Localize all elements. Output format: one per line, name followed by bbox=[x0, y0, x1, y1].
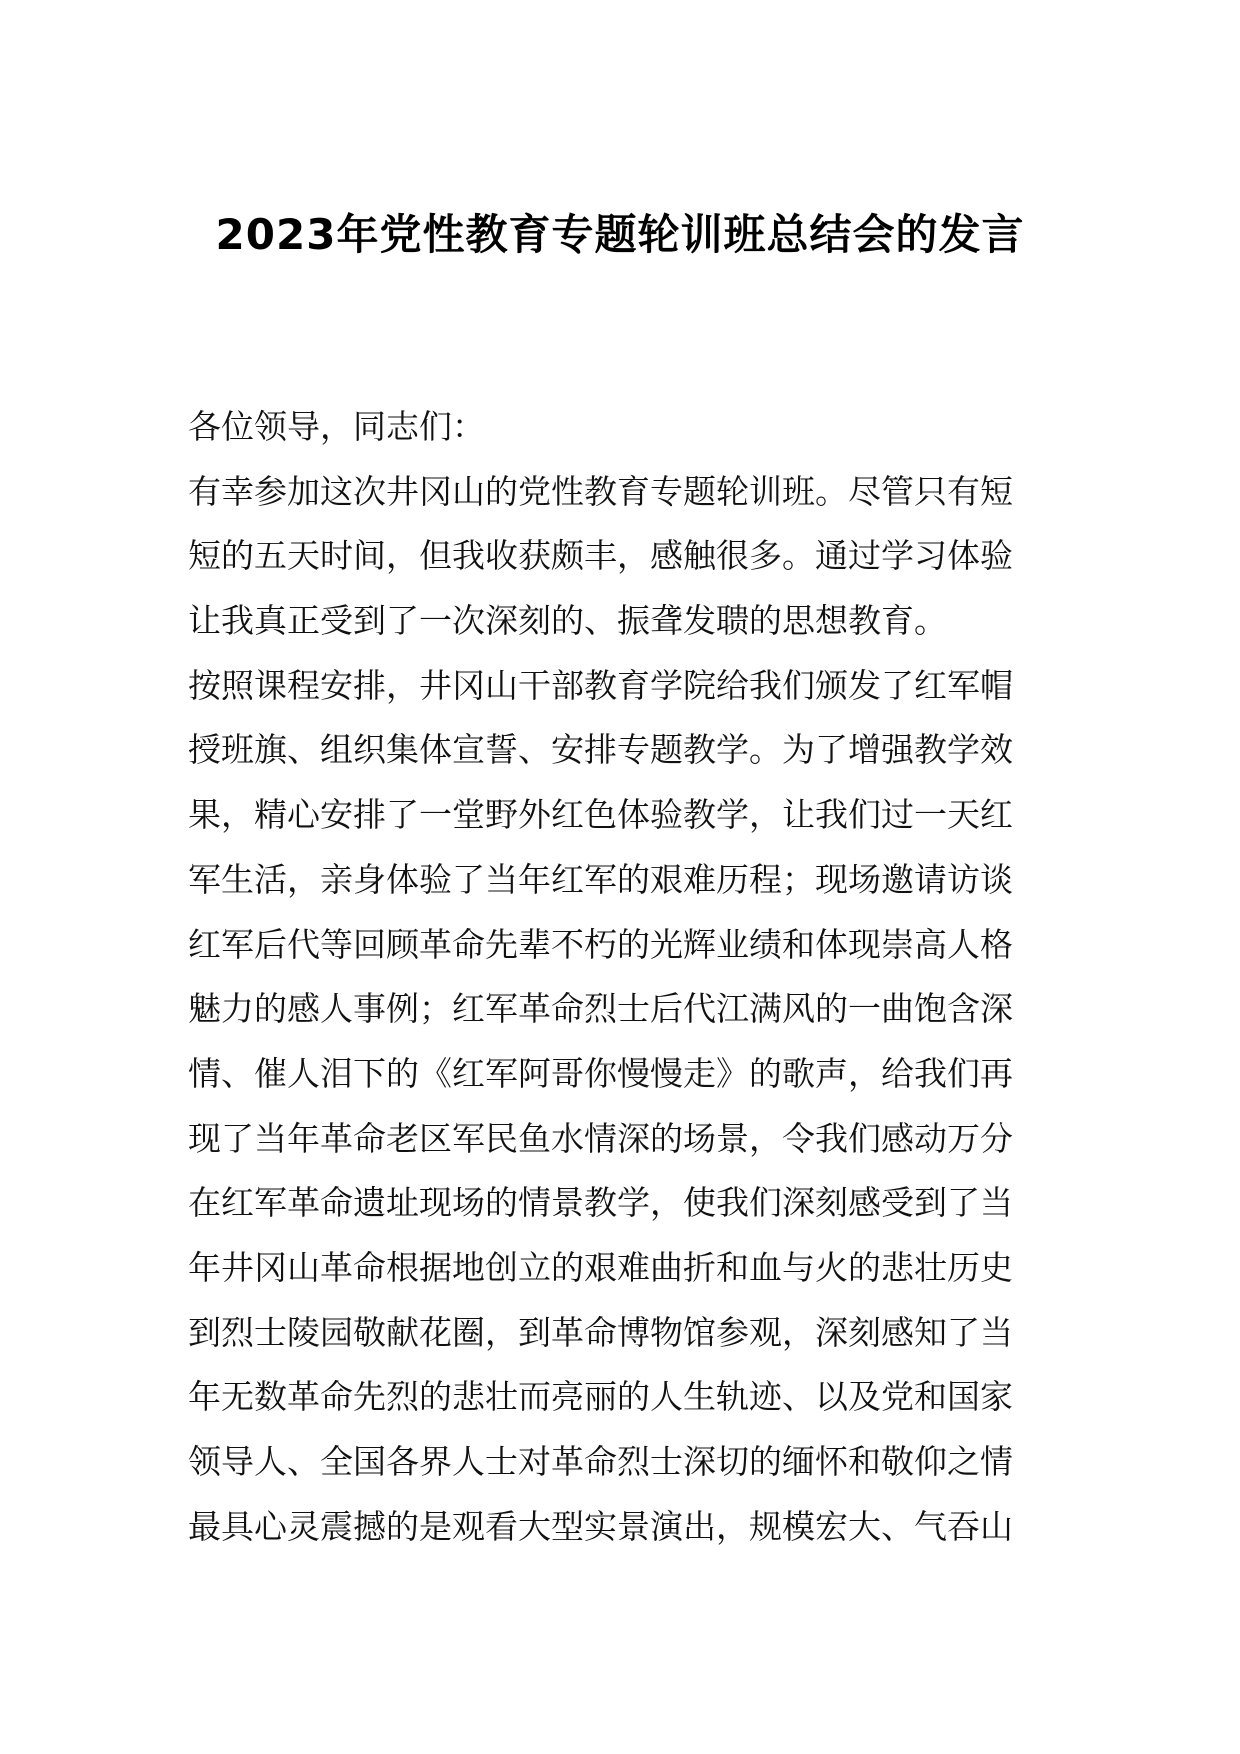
text-line: 年井冈山革命根据地创立的艰难曲折和血与火的悲壮历史 bbox=[188, 1247, 1013, 1287]
document-body bbox=[188, 395, 1068, 1559]
text-line: 情、催人泪下的《红军阿哥你慢慢走》的歌声，给我们再 bbox=[188, 1053, 1013, 1093]
text-line: 到烈士陵园敬献花圈，到革命博物馆参观，深刻感知了当 bbox=[188, 1312, 1013, 1352]
text-line: 短的五天时间，但我收获颇丰，感触很多。通过学习体验 bbox=[188, 536, 1013, 576]
text-line: 现了当年革命老区军民鱼水情深的场景，令我们感动万分 bbox=[188, 1118, 1013, 1158]
text-line: 军生活，亲身体验了当年红军的艰难历程；现场邀请访谈 bbox=[188, 859, 1013, 899]
text-line: 按照课程安排，井冈山干部教育学院给我们颁发了红军帽 bbox=[188, 665, 1013, 705]
text-line: 年无数革命先烈的悲壮而亮丽的人生轨迹、以及党和国家 bbox=[188, 1377, 1013, 1417]
text-line: 最具心灵震撼的是观看大型实景演出，规模宏大、气吞山 bbox=[188, 1506, 1013, 1546]
text-line: 在红军革命遗址现场的情景教学，使我们深刻感受到了当 bbox=[188, 1183, 1013, 1223]
text-line: 领导人、全国各界人士对革命烈士深切的缅怀和敬仰之情 bbox=[188, 1442, 1013, 1481]
text-line: 魅力的感人事例；红军革命烈士后代江满风的一曲饱含深 bbox=[188, 989, 1013, 1029]
document-title: 2023年党性教育专题轮训班总结会的发言 bbox=[215, 210, 1025, 259]
text-line: 果，精心安排了一堂野外红色体验教学，让我们过一天红 bbox=[188, 795, 1013, 835]
text-line: 红军后代等回顾革命先辈不朽的光辉业绩和体现崇高人格 bbox=[188, 924, 1013, 964]
text-line: 让我真正受到了一次深刻的、振聋发聩的思想教育。 bbox=[188, 601, 947, 641]
text-line: 有幸参加这次井冈山的党性教育专题轮训班。尽管只有短 bbox=[188, 471, 1013, 511]
text-line: 授班旗、组织集体宣誓、安排专题教学。为了增强教学效 bbox=[188, 730, 1013, 770]
greeting-line: 各位领导，同志们： bbox=[188, 407, 485, 446]
